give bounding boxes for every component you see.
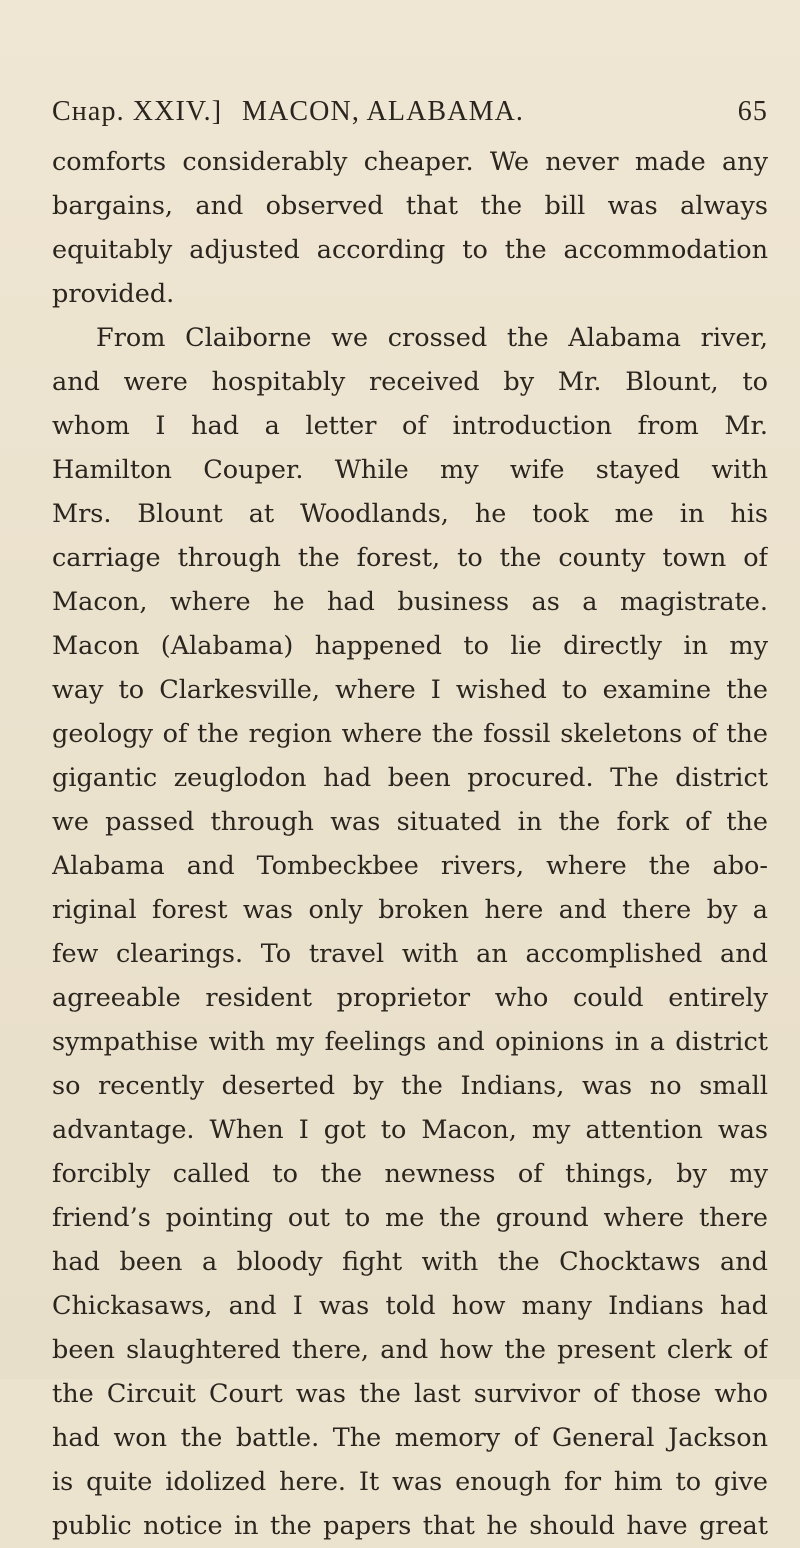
text-line: public notice in the papers that he should have great (52, 1511, 768, 1541)
text-line: Alabama and Tombeckbee rivers, where the abo- (52, 851, 768, 881)
text-line: whom I had a letter of introduction from Mr. (52, 411, 768, 441)
text-line: had been a bloody fight with the Chocktaws and (52, 1247, 768, 1277)
text-line: sympathise with my feelings and opinions in a district (52, 1027, 768, 1057)
page-number: 65 (737, 96, 768, 127)
text-line: forcibly called to the newness of things, by my (52, 1159, 768, 1189)
text-line: From Claiborne we crossed the Alabama river, (96, 323, 768, 353)
running-title: MACON, ALABAMA. (242, 96, 525, 127)
text-line: Chickasaws, and I was told how many Indians had (52, 1291, 768, 1321)
text-line: comforts considerably cheaper. We never made any (52, 147, 768, 177)
text-line: Macon (Alabama) happened to lie directly in my (52, 631, 768, 661)
text-line: the Circuit Court was the last survivor of those who (52, 1379, 768, 1409)
text-line: few clearings. To travel with an accomplished and (52, 939, 768, 969)
text-line: Macon, where he had business as a magistrate. (52, 587, 768, 617)
text-line: bargains, and observed that the bill was always (52, 191, 768, 221)
text-line: Hamilton Couper. While my wife stayed with (52, 455, 768, 485)
text-line: advantage. When I got to Macon, my attention was (52, 1115, 768, 1145)
text-line: riginal forest was only broken here and there by a (52, 895, 768, 925)
text-line: been slaughtered there, and how the present clerk of (52, 1335, 768, 1365)
text-line: so recently deserted by the Indians, was no small (52, 1071, 768, 1101)
text-line: gigantic zeuglodon had been procured. The district (52, 763, 768, 793)
text-line: is quite idolized here. It was enough for him to give (52, 1467, 768, 1497)
running-header (52, 90, 768, 134)
text-line: Mrs. Blount at Woodlands, he took me in his (52, 499, 768, 529)
text-line: and were hospitably received by Mr. Blount, to (52, 367, 768, 397)
text-line: equitably adjusted according to the accommodation (52, 235, 768, 265)
text-line: agreeable resident proprietor who could entirely (52, 983, 768, 1013)
text-line: provided. (52, 279, 175, 309)
text-line: carriage through the forest, to the county town of (52, 543, 768, 573)
text-line: we passed through was situated in the fork of the (52, 807, 768, 837)
text-line: geology of the region where the fossil skeletons of the (52, 719, 768, 749)
chapter-reference: Cнар. XXIV.] (52, 96, 223, 127)
body-text (52, 140, 768, 1548)
text-line: way to Clarkesville, where I wished to examine the (52, 675, 768, 705)
text-line: had won the battle. The memory of General Jackson (52, 1423, 768, 1453)
text-line: friend’s pointing out to me the ground where there (52, 1203, 768, 1233)
